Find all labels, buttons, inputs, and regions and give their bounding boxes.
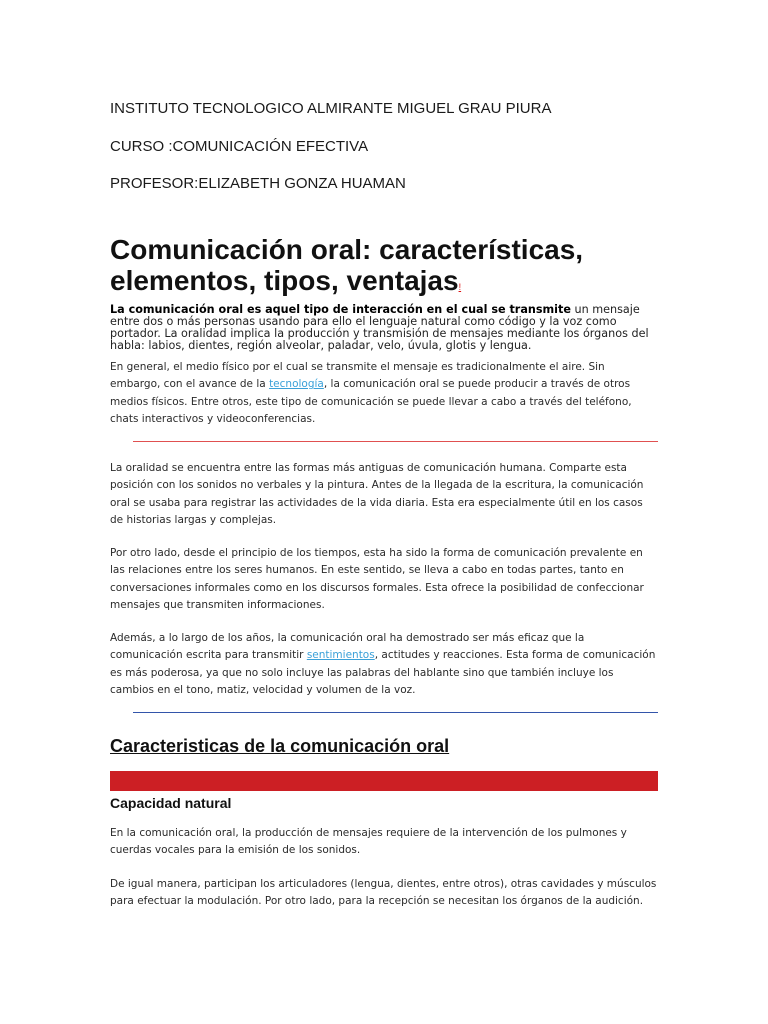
article-title-text: Comunicación oral: características, elementos, tipos, ventajas	[110, 234, 584, 296]
intro-text: un mensaje entre dos o más personas usando para ello el lenguaje natural como código y la voz como portador. La oralidad implica la producción y transmisión de mensajes mediante los órganos del habla: labios, dientes, región alveolar, paladar, velo, úvula, glotis y lengua.	[110, 303, 649, 352]
institute-name: INSTITUTO TECNOLOGICO ALMIRANTE MIGUEL GRAU PIURA	[110, 100, 552, 117]
red-banner	[110, 771, 658, 791]
article-title	[110, 234, 670, 303]
paragraph-origins: Por otro lado, desde el principio de los tiempos, esta ha sido la forma de comunicación prevalente en las relaciones entre los seres humanos. En este sentido, se lleva a cabo en todas partes, tanto en conversaciones informales como en los discursos formales. Esta ofrece la posibilidad de confeccionar mensajes que transmiten informaciones.	[110, 547, 644, 611]
paragraph-articulators: De igual manera, participan los articuladores (lengua, dientes, entre otros), otras cavidades y músculos para efectuar la modulación. Por otro lado, para la recepción se necesitan los órganos de la audición.	[110, 878, 657, 908]
paragraph-text: , actitudes y reacciones. Esta forma de comunicación es más poderosa, ya que no solo incluye las palabras del hablante sino que también incluye los cambios en el tono, matiz, velocidad y volumen de la voz.	[110, 649, 656, 696]
divider-red	[133, 441, 658, 442]
paragraph-text: En general, el medio físico por el cual se transmite el mensaje es tradicionalmente el aire. Sin embargo, con el avance de la	[110, 361, 605, 391]
paragraph-text: Además, a lo largo de los años, la comunicación oral ha demostrado ser más eficaz que la comunicación escrita para transmitir	[110, 632, 585, 662]
paragraph-medium	[110, 359, 658, 428]
paragraph-text: , la comunicación oral se puede producir a través de otros medios físicos. Entre otros, este tipo de comunicación se puede llevar a cabo a través del teléfono, chats interactivos y videoconferencias.	[110, 378, 632, 425]
intro-paragraph	[110, 304, 660, 352]
course-name: CURSO :COMUNICACIÓN EFECTIVA	[110, 138, 369, 155]
paragraph-efficacy	[110, 630, 658, 699]
intro-bold-text: La comunicación oral es aquel tipo de interacción en el cual se transmite	[110, 303, 571, 316]
subsection-heading: Capacidad natural	[110, 795, 232, 811]
section-heading: Caracteristicas de la comunicación oral	[110, 736, 450, 756]
paragraph-production: En la comunicación oral, la producción de mensajes requiere de la intervención de los pulmones y cuerdas vocales para la emisión de los sonidos.	[110, 827, 627, 857]
professor-name: PROFESOR:ELIZABETH GONZA HUAMAN	[110, 175, 406, 192]
paragraph-history: La oralidad se encuentra entre las formas más antiguas de comunicación humana. Comparte esta posición con los sonidos no verbales y la pintura. Antes de la llegada de la escritura, la comunicación oral se usaba para registrar las actividades de la vida diaria. Esta era especialmente útil en los casos de historias largas y complejas.	[110, 462, 644, 526]
divider-blue	[133, 712, 658, 713]
link-tecnologia[interactable]: tecnología	[269, 378, 324, 391]
link-sentimientos[interactable]: sentimientos	[306, 649, 375, 662]
title-mark: !	[458, 282, 462, 292]
